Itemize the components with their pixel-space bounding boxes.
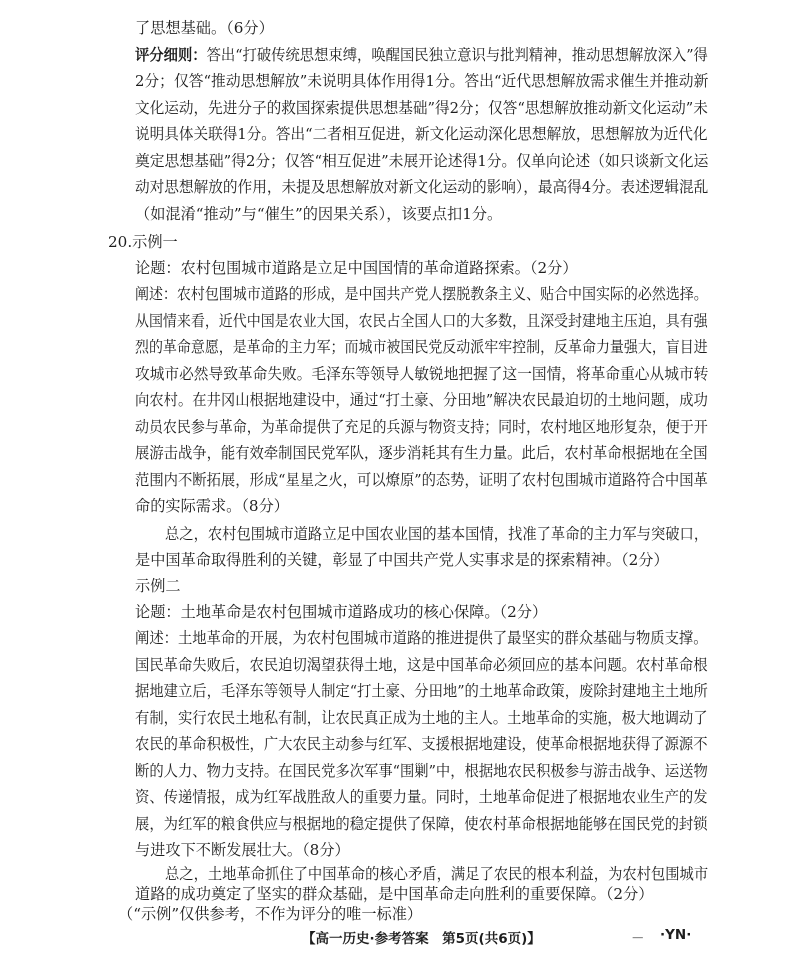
example-1-body-line: 从国情来看，近代中国是农业大国，农民占全国人口的大多数，且深受封建地主压迫，具有强 [135, 311, 708, 330]
example-2-label: 示例二 [135, 577, 181, 595]
q19-rubric-line-4: 说明具体关联得1分。答出“二者相互促进，新文化运动深化思想解放，思想解放为近代化 [135, 125, 708, 143]
example-2-body-line: 据地建立后，毛泽东等领导人制定“打土豪、分田地”的土地革命政策，废除封建地主土地所 [135, 682, 708, 700]
q19-rubric-line-6: 动对思想解放的作用，未提及思想解放对新文化运动的影响），最高得4分。表述逻辑混乱 [135, 178, 709, 196]
example-1-thesis: 论题：农村包围城市道路是立足中国国情的革命道路探索。（2分） [135, 259, 578, 277]
page-footer [0, 927, 800, 949]
example-2-summary-line: 总之，土地革命抓住了中国革命的核心矛盾，满足了农民的根本利益，为农村包围城市 [165, 865, 709, 883]
example-1-body-line: 范围内不断拓展，形成“星星之火，可以燎原”的态势，证明了农村包围城市道路符合中国革 [135, 470, 708, 489]
example-1-summary-line: 是中国革命取得胜利的关键，彰显了中国共产党人实事求是的探索精神。（2分） [135, 551, 669, 569]
example-2-body-line: 农民的革命积极性，广大农民主动参与红军、支援根据地建设，使革命根据地获得了源源不 [135, 735, 708, 753]
example-2-thesis: 论题：土地革命是农村包围城市道路成功的核心保障。（2分） [135, 603, 548, 621]
example-2-body-line: 阐述：土地革命的开展，为农村包围城市道路的推进提供了最坚实的群众基础与物质支撑。 [135, 629, 708, 647]
example-2-body-line: 展，为红军的粮食供应与根据地的稳定提供了保障，使农村革命根据地能够在国民党的封锁 [135, 814, 708, 833]
q19-rubric-line-1: 评分细则：答出“打破传统思想束缚，唤醒国民独立意识与批判精神，推动思想解放深入”得 [135, 45, 708, 64]
example-2-body-line: 有制，实行农民土地私有制，让农民真正成为土地的主人。土地革命的实施，极大地调动了 [135, 708, 708, 727]
example-1-label: 示例一 [132, 233, 178, 251]
example-1-body-line: 向农村。在井冈山根据地建设中，通过“打土豪、分田地”解决农民最迫切的土地问题，成功 [135, 391, 708, 409]
q19-rubric-line-2: 2分；仅答“推动思想解放”未说明具体作用得1分。答出“近代思想解放需求催生并推动新 [135, 72, 709, 90]
example-2-body-line: 与进攻下不断发展壮大。（8分） [135, 841, 350, 859]
example-2-body-line: 国民革命失败后，农民迫切渴望获得土地，这是中国革命必须回应的基本问题。农村革命根 [135, 655, 708, 674]
example-1-body-line: 展游击战争，能有效牵制国民党军队，逐步消耗其有生力量。此后，农村革命根据地在全国 [135, 444, 708, 462]
q19-rubric-line-3: 文化运动，先进分子的救国探索提供思想基础”得2分；仅答“思想解放推动新文化运动”未 [135, 98, 708, 117]
example-2-body-line: 断的人力、物力支持。在国民党多次军事“围剿”中，根据地农民积极参与游击战争、运送物 [135, 761, 708, 780]
example-1-body-line: 动员农民参与革命，为革命提供了充足的兵源与物资支持；同时，农村地区地形复杂，便于开 [135, 417, 708, 436]
example-1-body-line: 攻城市必然导致革命失败。毛泽东等领导人敏锐地把握了这一国情，将革命重心从城市转 [135, 364, 709, 383]
example-1-summary-line: 总之，农村包围城市道路立足中国农业国的基本国情，找准了革命的主力军与突破口， [165, 525, 709, 543]
example-1-body-line: 命的实际需求。（8分） [135, 497, 289, 515]
example-2-body-line: 资、传递情报，成为红军战胜敌人的重要力量。同时，土地革命促进了根据地农业生产的发 [135, 788, 708, 806]
example-2-summary-line-2: 道路的成功奠定了坚实的群众基础，是中国革命走向胜利的重要保障。（2分） [135, 885, 654, 903]
q19-tail: 了思想基础。（6分） [135, 19, 274, 37]
footer-code: ·YN· [660, 927, 692, 943]
rubric-label: 评分细则： [135, 45, 207, 64]
footer-mark: － [631, 931, 645, 947]
example-1-body-line: 烈的革命意愿，是革命的主力军；而城市被国民党反动派牢牢控制，反革命力量强大，盲目进 [135, 338, 708, 356]
q20-number: 20.示例一 [108, 233, 178, 251]
footer-title: 【高一历史·参考答案 第5页(共6页)】 [302, 931, 541, 947]
q19-rubric-line-7: （如混淆“推动”与“催生”的因果关系），该要点扣1分。 [135, 204, 503, 223]
example-1-body-line: 阐述：农村包围城市道路的形成，是中国共产党人摆脱教条主义、贴合中国实际的必然选择。 [135, 285, 708, 303]
example-note: （“示例”仅供参考，不作为评分的唯一标准） [118, 905, 423, 923]
q19-rubric-line-5: 奠定思想基础”得2分；仅答“相互促进”未展开论述得1分。仅单向论述（如只谈新文化运 [135, 151, 709, 170]
